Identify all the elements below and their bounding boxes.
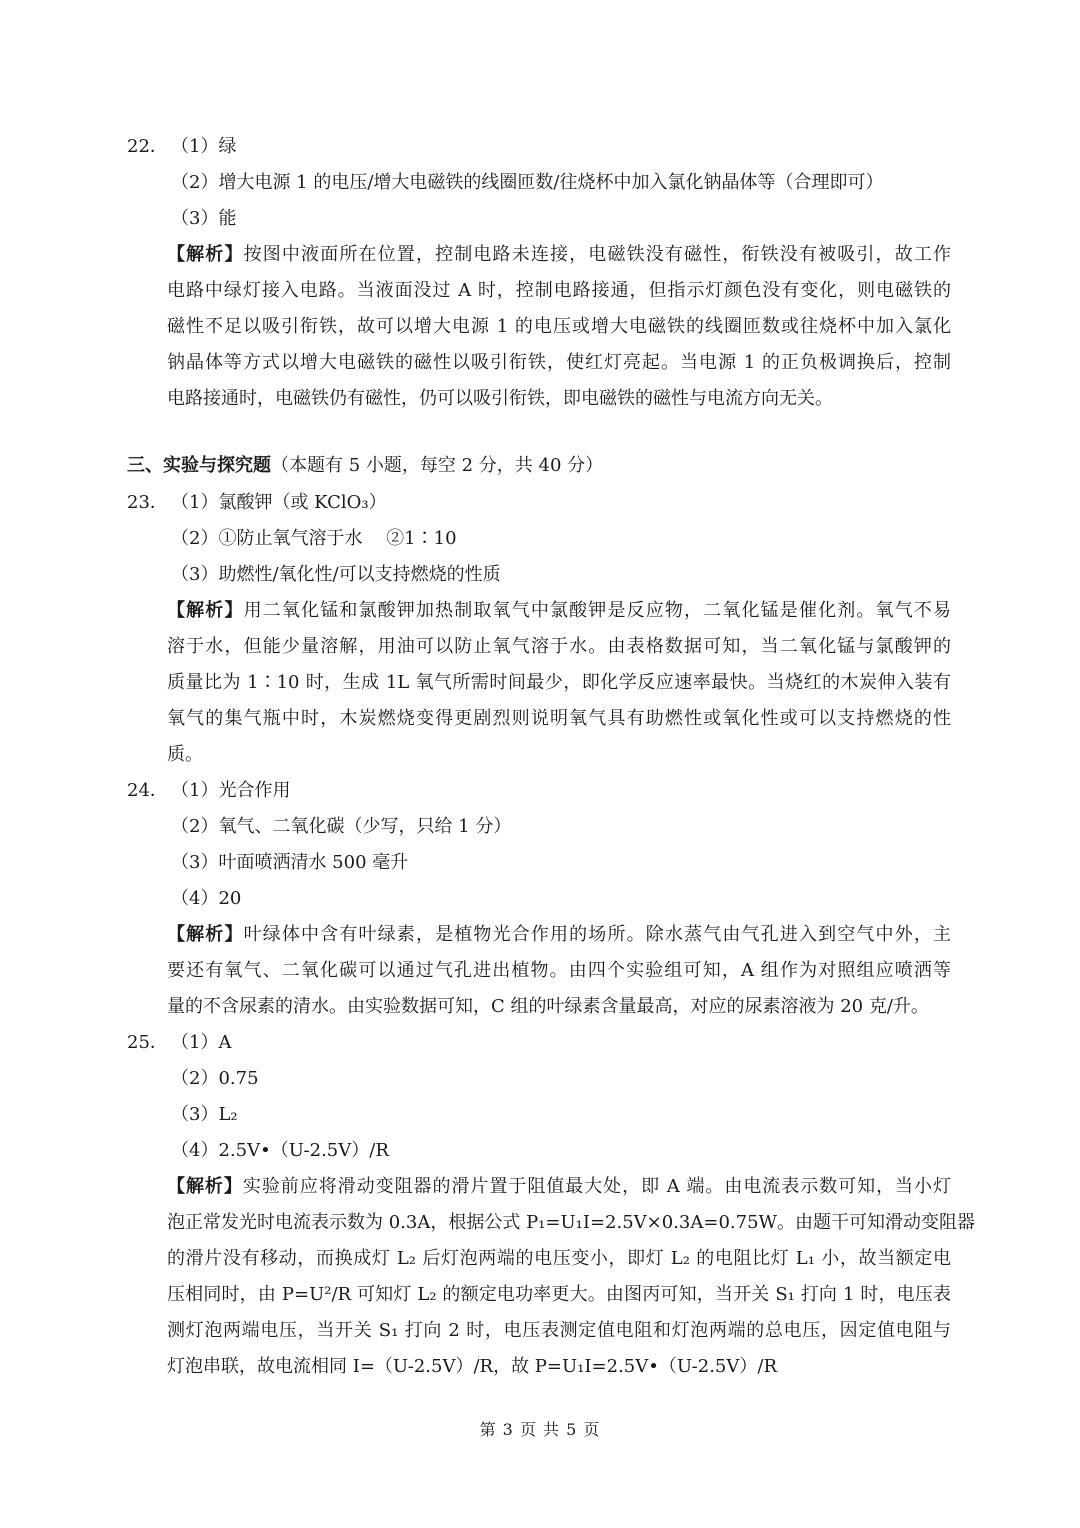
q24-answer-2: （2）氧气、二氧化碳（少写，只给 1 分）: [171, 816, 512, 837]
q23-analysis-line-5: 质。: [167, 744, 203, 765]
q23-analysis-line-1: 【解析】用二氧化锰和氯酸钾加热制取氧气中氯酸钾是反应物，二氧化锰是催化剂。氧气不易: [167, 600, 952, 621]
q24-answer-4: （4）20: [171, 888, 242, 909]
section-3-note: （本题有 5 小题，每空 2 分，共 40 分）: [271, 455, 604, 476]
q23-answer-1: （1）氯酸钾（或 KClO₃）: [171, 492, 387, 513]
q25-analysis-line-5: 测灯泡两端电压，当开关 S₁ 打向 2 时，电压表测定值电阻和灯泡两端的总电压，因定值电阻与: [167, 1320, 951, 1341]
q23-answer-3: （3）助燃性/氧化性/可以支持燃烧的性质: [171, 564, 501, 585]
q24-analysis-line-2: 要还有氧气、二氧化碳可以通过气孔进出植物。由四个实验组可知，A 组作为对照组应喷洒等: [167, 960, 951, 981]
q24-number: 24．: [127, 780, 168, 801]
page-footer: 第 3 页 共 5 页: [479, 1420, 601, 1439]
q23-analysis-line-2: 溶于水，但能少量溶解，用油可以防止氧气溶于水。由表格数据可知，当二氧化锰与氯酸钾的: [167, 636, 951, 657]
q22-number: 22．: [127, 136, 168, 157]
section-3-heading: [127, 454, 603, 478]
q24-analysis-line-1: 【解析】叶绿体中含有叶绿素，是植物光合作用的场所。除水蒸气由气孔进入到空气中外，主: [167, 924, 952, 945]
q23-number: 23．: [127, 492, 168, 513]
q22-analysis-line-2: 电路中绿灯接入电路。当液面没过 A 时，控制电路接通，但指示灯颜色没有变化，则电磁铁的: [167, 280, 951, 301]
q22-answer-2: （2）增大电源 1 的电压/增大电磁铁的线圈匝数/往烧杯中加入氯化钠晶体等（合理即可）: [171, 172, 884, 193]
q25-analysis-tag: 【解析】: [167, 1176, 243, 1197]
q23-analysis-line-4: 氧气的集气瓶中时，木炭燃烧变得更剧烈则说明氧气具有助燃性或氧化性或可以支持燃烧的性: [167, 708, 951, 729]
q22-analysis-line-5: 电路接通时，电磁铁仍有磁性，仍可以吸引衔铁，即电磁铁的磁性与电流方向无关。: [167, 388, 833, 409]
section-3-title: 三、实验与探究题: [127, 455, 271, 476]
q25-analysis-line-1: 【解析】实验前应将滑动变阻器的滑片置于阻值最大处，即 A 端。由电流表示数可知，当小灯: [167, 1176, 951, 1197]
q23-analysis-line-3: 质量比为 1∶10 时，生成 1L 氧气所需时间最少，即化学反应速率最快。当烧红的木炭伸入装有: [167, 672, 951, 693]
q24-answer-1: （1）光合作用: [171, 780, 291, 801]
q25-number: 25．: [127, 1032, 168, 1053]
q25-answer-1: （1）A: [171, 1032, 232, 1053]
q22-answer-1: （1）绿: [171, 136, 237, 157]
q22-analysis-line-3: 磁性不足以吸引衔铁，故可以增大电源 1 的电压或增大电磁铁的线圈匝数或往烧杯中加入氯化: [167, 316, 951, 337]
q24-answer-3: （3）叶面喷洒清水 500 毫升: [171, 852, 409, 873]
q25-analysis-line-6: 灯泡串联，故电流相同 I=（U-2.5V）/R，故 P=U₁I=2.5V•（U-2.5V）/R: [167, 1356, 778, 1377]
q24-analysis-line-3: 量的不含尿素的清水。由实验数据可知，C 组的叶绿素含量最高，对应的尿素溶液为 20 克/升。: [167, 996, 929, 1017]
q25-answer-3: （3）L₂: [171, 1104, 238, 1125]
q25-analysis-line-3: 的滑片没有移动，而换成灯 L₂ 后灯泡两端的电压变小，即灯 L₂ 的电阻比灯 L₁ 小，故当额定电: [167, 1248, 951, 1269]
q23-answer-2: （2）①防止氧气溶于水 ②1∶10: [171, 528, 457, 549]
q25-analysis-line-2: 泡正常发光时电流表示数为 0.3A，根据公式 P₁=U₁I=2.5V×0.3A=0.75W。由题干可知滑动变阻器: [167, 1212, 976, 1233]
q24-analysis-tag: 【解析】: [167, 924, 244, 945]
q25-answer-2: （2）0.75: [171, 1068, 259, 1089]
q22-analysis-line-4: 钠晶体等方式以增大电磁铁的磁性以吸引衔铁，使红灯亮起。当电源 1 的正负极调换后，控制: [167, 352, 951, 373]
q22-analysis-line-1: 【解析】按图中液面所在位置，控制电路未连接，电磁铁没有磁性，衔铁没有被吸引，故工作: [167, 244, 952, 265]
q25-answer-4: （4）2.5V•（U-2.5V）/R: [171, 1140, 389, 1161]
q25-analysis-line-4: 压相同时，由 P=U²/R 可知灯 L₂ 的额定电功率更大。由图丙可知，当开关 S₁ 打向 1 时，电压表: [167, 1284, 951, 1305]
q22-answer-3: （3）能: [171, 208, 237, 229]
q23-analysis-tag: 【解析】: [167, 600, 244, 621]
q22-analysis-tag: 【解析】: [167, 244, 244, 265]
